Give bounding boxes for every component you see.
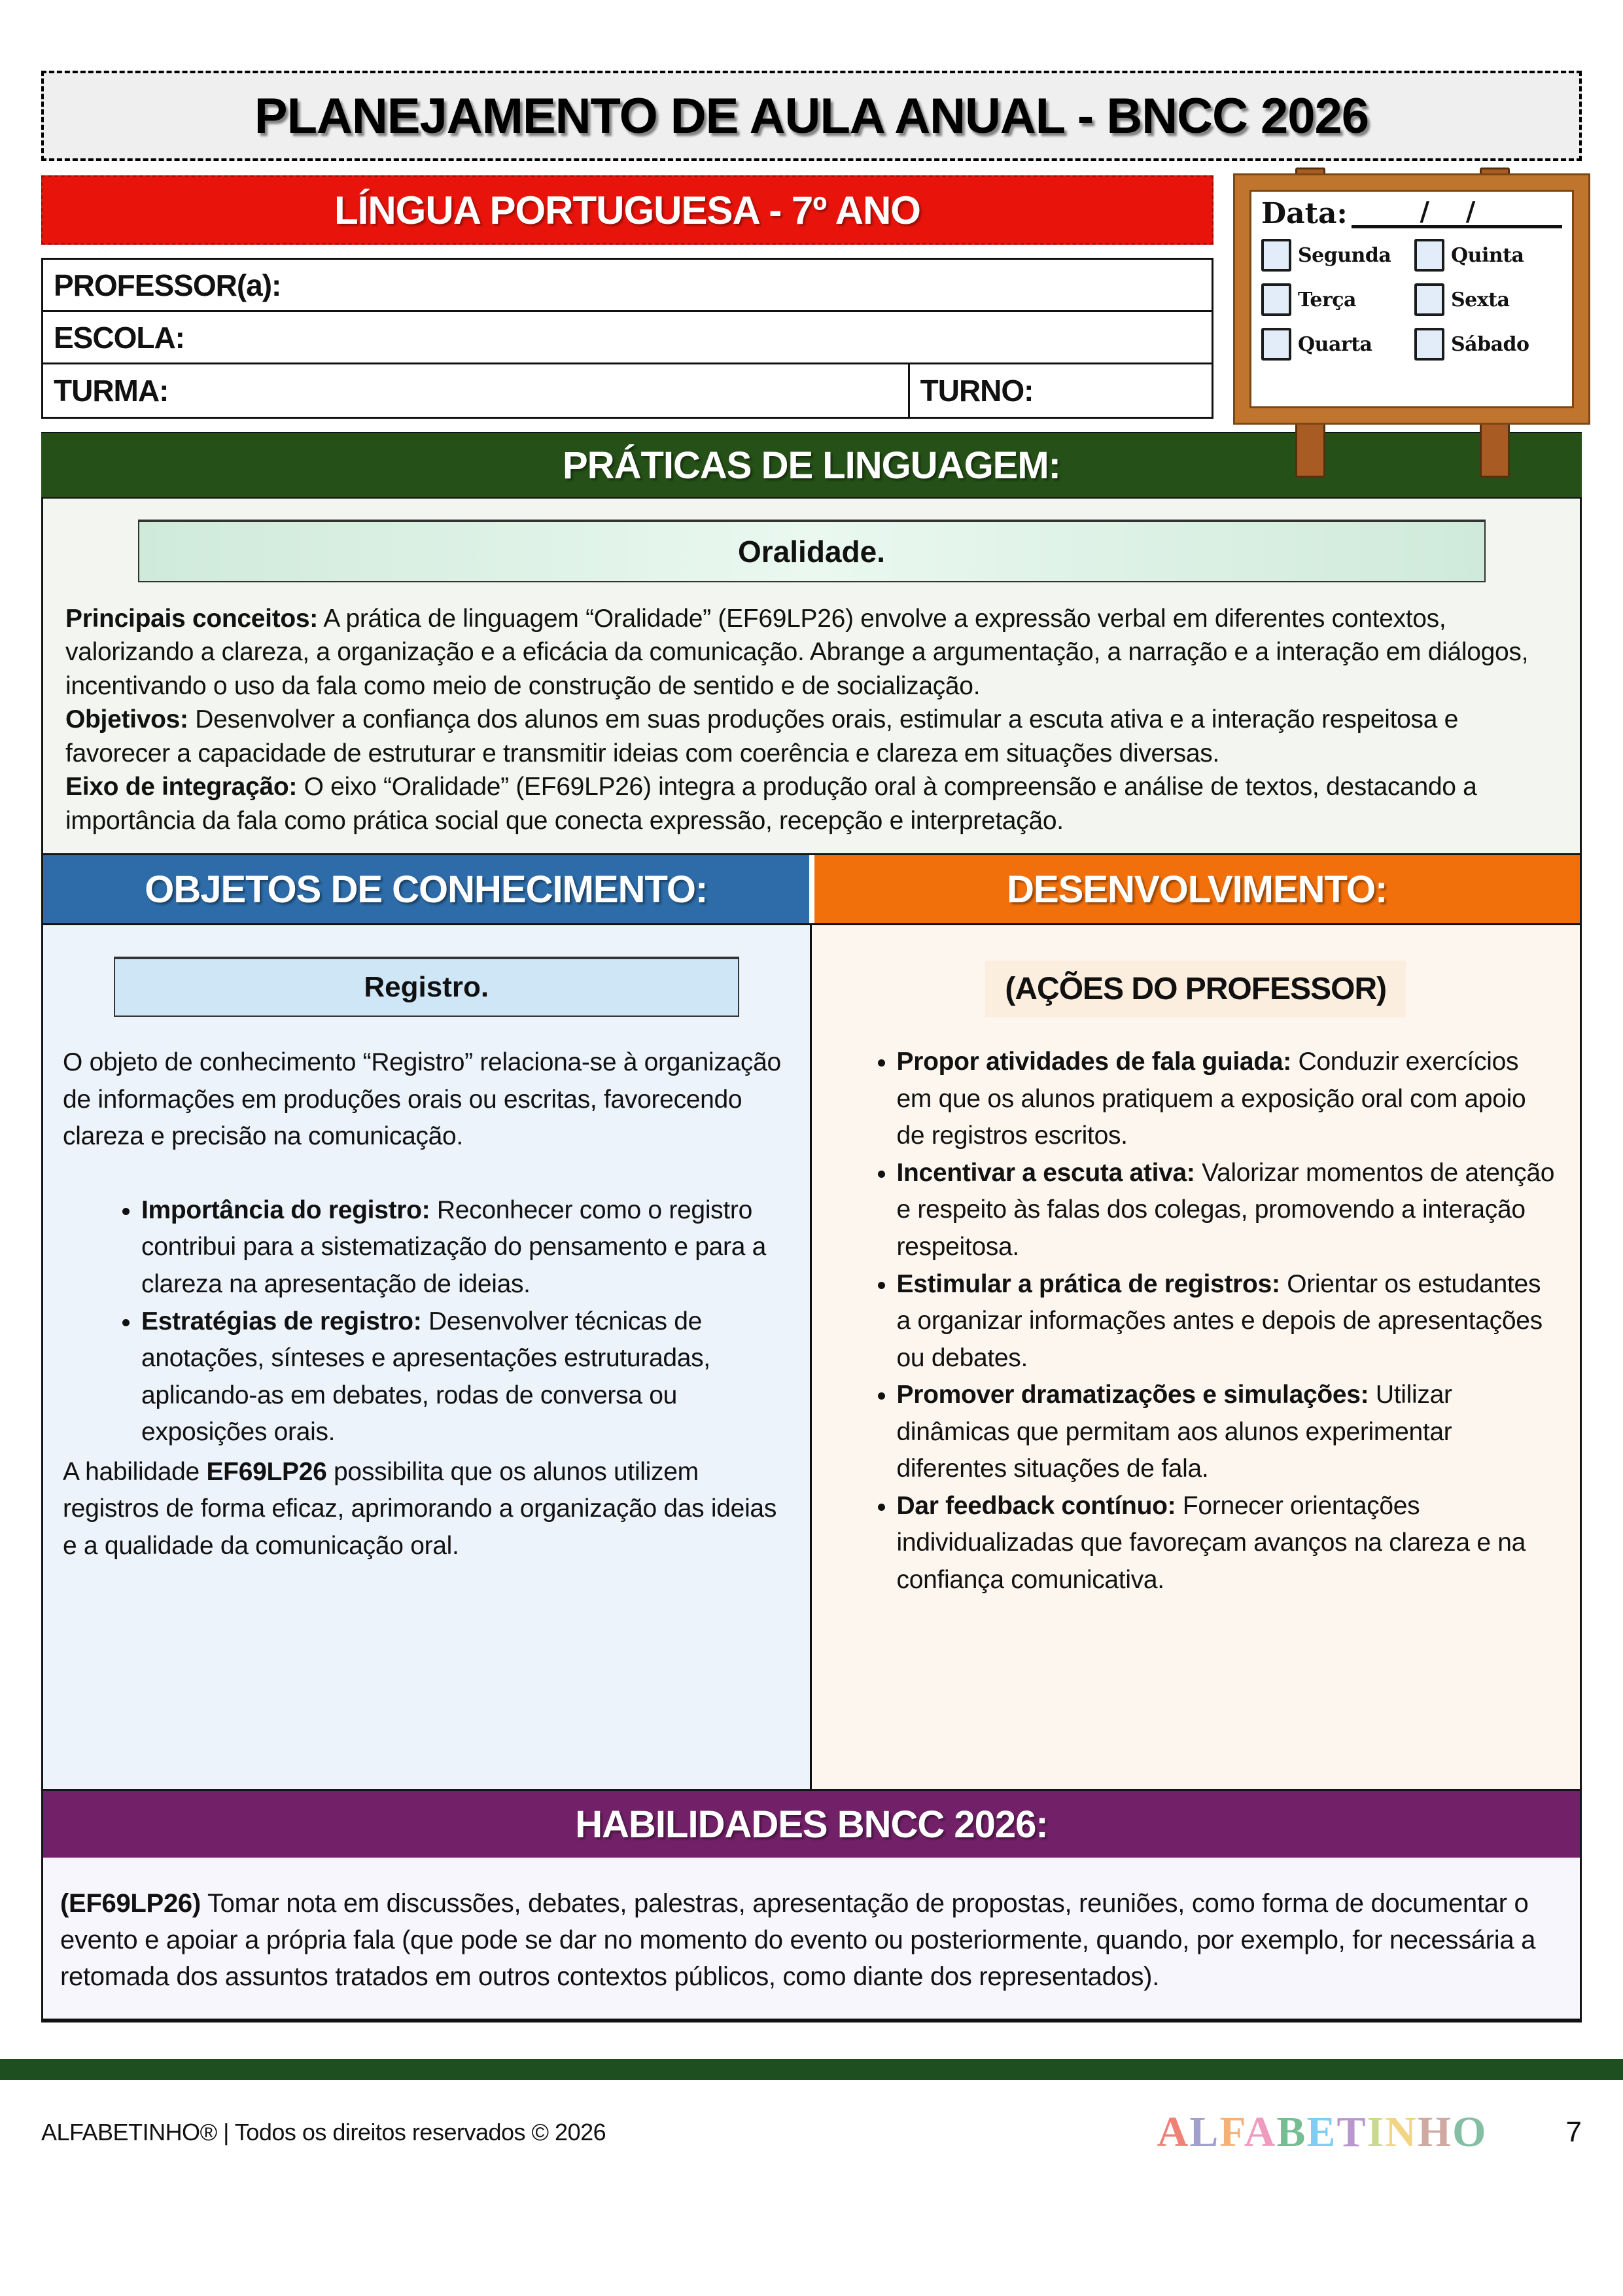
turma-label: TURMA: bbox=[54, 374, 169, 408]
day-label-quarta: Quarta bbox=[1298, 332, 1372, 356]
info-row-turma-turno bbox=[43, 364, 1212, 417]
info-row-escola bbox=[43, 312, 1212, 364]
logo-letter: A bbox=[1157, 2108, 1190, 2157]
sign-board bbox=[1235, 175, 1588, 423]
turma-field[interactable] bbox=[168, 364, 907, 417]
day-checkbox-quarta[interactable] bbox=[1261, 328, 1291, 361]
day-checkbox-segunda[interactable] bbox=[1261, 239, 1291, 272]
oralidade-topic-box bbox=[138, 520, 1486, 582]
day-label-sexta: Sexta bbox=[1451, 288, 1510, 311]
habilidades-banner bbox=[41, 1791, 1582, 1858]
info-row-professor bbox=[43, 260, 1212, 312]
paragraph-body: Desenvolver a confiança dos alunos em suas produções orais, estimular a escuta ativa e a interação respeitosa e favorecer a capacidade de estruturar e transmitir ideias com coerência e clareza em situações diversas. bbox=[65, 705, 1459, 768]
objetos-intro: O objeto de conhecimento “Registro” relaciona-se à organização de informações em produções orais ou escritas, favorecendo clareza e precisão na comunicação. bbox=[63, 1048, 781, 1151]
escola-label: ESCOLA: bbox=[54, 320, 184, 355]
praticas-section bbox=[41, 499, 1582, 855]
day-item-quarta bbox=[1261, 328, 1409, 361]
date-label: Data: bbox=[1261, 197, 1348, 230]
praticas-banner bbox=[41, 432, 1582, 499]
praticas-text bbox=[58, 602, 1565, 838]
acoes-professor-label: (AÇÕES DO PROFESSOR) bbox=[1005, 972, 1387, 1007]
objetos-header bbox=[43, 855, 809, 923]
professor-label: PROFESSOR(a): bbox=[54, 268, 281, 302]
column-headers bbox=[43, 855, 1580, 925]
habilidades-section bbox=[41, 1858, 1582, 2022]
footer-divider-bar bbox=[0, 2059, 1623, 2080]
day-item-terca bbox=[1261, 283, 1409, 316]
objetos-header-label: OBJETOS DE CONHECIMENTO: bbox=[145, 868, 708, 911]
day-label-sabado: Sábado bbox=[1451, 332, 1529, 356]
objetos-bullet: • Estratégias de registro: Desenvolver técnicas de anotações, sínteses e apresentações estruturadas, aplicando-as em debates, rodas de conversa ou exposições orais. bbox=[141, 1303, 790, 1451]
columns-section bbox=[41, 855, 1582, 1791]
turno-field[interactable] bbox=[1033, 364, 1212, 417]
oralidade-topic-label: Oralidade. bbox=[738, 535, 885, 569]
header-row bbox=[41, 175, 1582, 423]
logo-letter: B bbox=[1276, 2108, 1307, 2157]
title-box bbox=[41, 71, 1582, 161]
desenvolvimento-bullet-list bbox=[831, 1044, 1561, 1598]
desenvolvimento-column bbox=[812, 925, 1580, 1789]
page-number: 7 bbox=[1565, 2116, 1582, 2149]
paragraph-body: O eixo “Oralidade” (EF69LP26) integra a produção oral à compreensão e análise de textos, destacando a importância da fala como prática social que conecta expressão, recepção e interpretação. bbox=[65, 773, 1477, 835]
logo-letter: E bbox=[1306, 2108, 1337, 2157]
subject-banner-label: LÍNGUA PORTUGUESA - 7º ANO bbox=[334, 188, 920, 232]
habilidade-text: Tomar nota em discussões, debates, palestras, apresentação de propostas, reuniões, como forma de documentar o evento e apoiar a própria fala (que pode se dar no momento do evento ou posteriormente, quando, por exemplo, for necessária a retomada dos assuntos tratados em outros contextos públicos, como diante dos representados). bbox=[60, 1889, 1536, 1992]
turno-cell bbox=[908, 364, 1212, 417]
day-checkbox-quinta[interactable] bbox=[1414, 239, 1444, 272]
column-bodies bbox=[43, 925, 1580, 1789]
registro-topic-label: Registro. bbox=[364, 971, 489, 1004]
info-table bbox=[41, 258, 1213, 419]
paragraph-body: A prática de linguagem “Oralidade” (EF69LP26) envolve a expressão verbal em diferentes contextos, valorizando a clareza, a organização e a eficácia da comunicação. Abrange a argumentação, a narração e a interação em diálogos, incentivando o uso da fala como meio de construção de sentido e de socialização. bbox=[65, 605, 1529, 700]
subject-banner bbox=[41, 175, 1213, 245]
day-checkbox-sabado[interactable] bbox=[1414, 328, 1444, 361]
day-checkbox-sexta[interactable] bbox=[1414, 283, 1444, 316]
day-item-segunda bbox=[1261, 239, 1409, 272]
desenvolvimento-header bbox=[809, 855, 1580, 923]
paragraph-lead: Principais conceitos: bbox=[65, 605, 318, 633]
day-label-segunda: Segunda bbox=[1298, 243, 1391, 267]
habilidade-code: (EF69LP26) bbox=[60, 1889, 201, 1918]
desenvolvimento-header-label: DESENVOLVIMENTO: bbox=[1007, 868, 1387, 911]
escola-field[interactable] bbox=[184, 312, 1212, 362]
copyright-text: ALFABETINHO® | Todos os direitos reservados © 2026 bbox=[41, 2119, 606, 2146]
footer bbox=[41, 2108, 1582, 2157]
logo-letter: F bbox=[1219, 2108, 1244, 2157]
paragraph-lead: Eixo de integração: bbox=[65, 773, 298, 802]
praticas-banner-label: PRÁTICAS DE LINGUAGEM: bbox=[563, 444, 1060, 487]
logo-letter: A bbox=[1244, 2108, 1277, 2157]
desenvolvimento-bullet: • Incentivar a escuta ativa: Valorizar momentos de atenção e respeito às falas dos colegas, promovendo a interação respeitosa. bbox=[897, 1155, 1561, 1266]
acoes-professor-box bbox=[985, 961, 1406, 1017]
page-title: PLANEJAMENTO DE AULA ANUAL - BNCC 2026 bbox=[254, 88, 1369, 144]
logo-letter: N bbox=[1385, 2108, 1418, 2157]
logo-letter: T bbox=[1336, 2108, 1367, 2157]
desenvolvimento-bullet: • Promover dramatizações e simulações: Utilizar dinâmicas que permitam aos alunos experimentar diferentes situações de fala. bbox=[897, 1377, 1561, 1488]
objetos-bullet: • Importância do registro: Reconhecer como o registro contribui para a sistematização do pensamento e para a clareza na apresentação de ideias. bbox=[141, 1192, 790, 1303]
footer-logo bbox=[1157, 2108, 1488, 2157]
logo-letter: O bbox=[1452, 2108, 1488, 2157]
day-checkbox-terca[interactable] bbox=[1261, 283, 1291, 316]
desenvolvimento-bullet: • Propor atividades de fala guiada: Conduzir exercícios em que os alunos pratiquem a exposição oral com apoio de registros escritos. bbox=[897, 1044, 1561, 1155]
professor-field[interactable] bbox=[281, 260, 1212, 310]
objetos-outro: A habilidade EF69LP26 possibilita que os alunos utilizem registros de forma eficaz, aprimorando a organização das ideias e a qualidade da comunicação oral. bbox=[63, 1457, 777, 1560]
turno-label: TURNO: bbox=[920, 374, 1034, 408]
desenvolvimento-bullet: • Estimular a prática de registros: Orientar os estudantes a organizar informações antes e depois de apresentações ou debates. bbox=[897, 1266, 1561, 1377]
desenvolvimento-bullet: • Dar feedback contínuo: Fornecer orientações individualizadas que favoreçam avanços na clareza e na confiança comunicativa. bbox=[897, 1488, 1561, 1599]
habilidades-banner-label: HABILIDADES BNCC 2026: bbox=[575, 1803, 1048, 1846]
turma-cell bbox=[43, 364, 908, 417]
registro-topic-box bbox=[114, 957, 739, 1017]
day-item-quinta bbox=[1414, 239, 1562, 272]
logo-letter: H bbox=[1417, 2108, 1453, 2157]
day-label-quinta: Quinta bbox=[1451, 243, 1524, 267]
logo-letter: L bbox=[1189, 2108, 1220, 2157]
day-item-sexta bbox=[1414, 283, 1562, 316]
day-checkbox-grid bbox=[1261, 239, 1562, 361]
paragraph-lead: Objetivos: bbox=[65, 705, 188, 734]
logo-letter: I bbox=[1367, 2108, 1386, 2157]
date-day-sign bbox=[1235, 175, 1588, 423]
objetos-bullet-list bbox=[63, 1192, 790, 1451]
objetos-column bbox=[43, 925, 812, 1789]
day-label-terca: Terça bbox=[1298, 288, 1356, 311]
date-field[interactable]: / / bbox=[1352, 199, 1562, 228]
date-row bbox=[1261, 196, 1562, 230]
day-item-sabado bbox=[1414, 328, 1562, 361]
